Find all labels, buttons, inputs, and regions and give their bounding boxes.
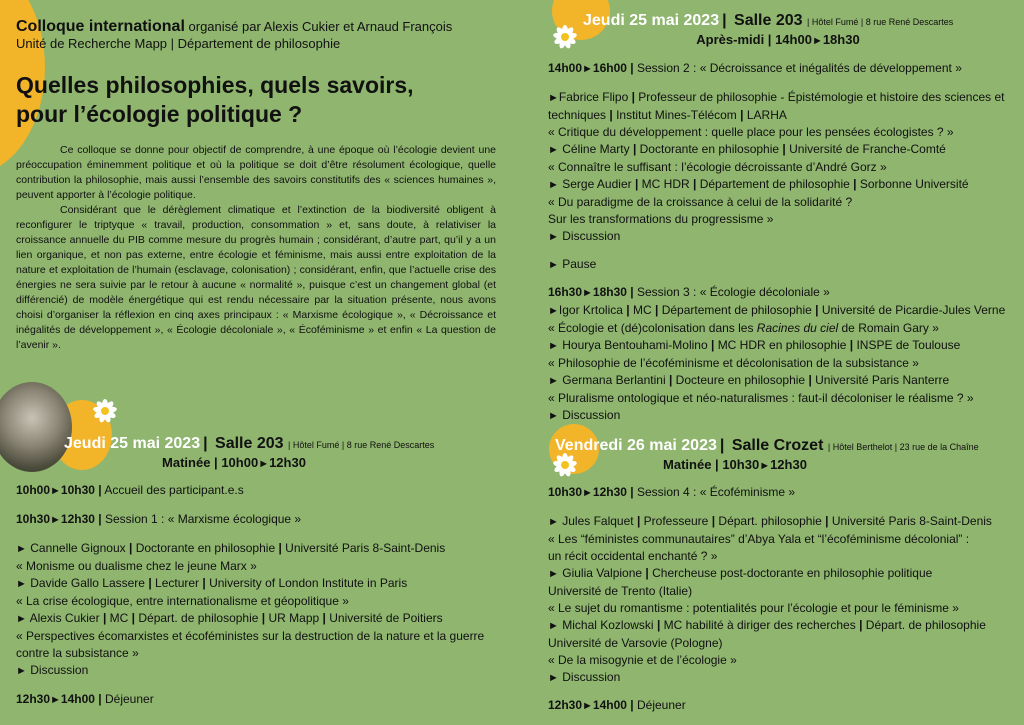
day1-afternoon-subheader: Après-midi | 14h00►18h30 <box>696 32 860 47</box>
talk-title: « Du paradigme de la croissance à celui de la solidarité ? <box>548 195 853 209</box>
talk-title: « Monisme ou dualisme chez le jeune Marx » <box>16 559 257 573</box>
speaker-row: ► Davide Gallo Lassere | Lecturer | University of London Institute in Paris <box>16 576 408 590</box>
header-line <box>16 18 496 35</box>
talk-title: « Critique du développement : quelle place pour les pensées écologistes ? » <box>548 125 954 139</box>
session3-row: 16h30►18h30 | Session 3 : « Écologie décoloniale » <box>548 285 830 299</box>
day1-afternoon-header: Jeudi 25 mai 2023 | Salle 203 | Hôtel Fumé | 8 rue René Descartes Après-midi | 14h00►18h30 <box>583 12 1013 47</box>
left-program <box>16 482 486 709</box>
speaker-institution: Université de Varsovie (Pologne) <box>548 636 723 650</box>
day1-address: 8 rue René Descartes <box>865 17 954 27</box>
sub-time-end: 18h30 <box>822 32 860 47</box>
right-program-day2 <box>548 484 1010 715</box>
day1-place: Hôtel Fumé <box>811 17 859 27</box>
intro-paragraph-2: Considérant que le dérèglement climatique et l’extinction de la biodiversité obligent à reconfigurer le triptyque « travail, production, consommation » et, sans doute, à relativiser la croissance annuelle du PIB comme mesure du progrès humain ; considérant, d’autre part, qu’il y a un lien organique, et non pas externe, entre écologie et féminisme, mais aussi entre exploitation de la nature et exploitation de l’humain (esclavage, colonisation) ; considérant, enfin, que l’actuelle crise des énergies ne sera suivie par le retour à aucune « normalité », puisque c’est un changement global (et différencié) de modèle énergétique qui est rendu nécessaire par la situation présente, nous avons choisi d’organiser la réflexion en cinq axes principaux : « Marxisme écologique », « Décroissance et inégalités de développement », « Écologie décoloniale », « Écoféminisme » et enfin « La question de l’avenir ». <box>16 204 496 351</box>
conference-title: Colloque international <box>16 18 185 35</box>
day2-room: Salle Crozet <box>731 437 824 454</box>
day1-date: Jeudi 25 mai 2023 <box>583 12 720 29</box>
talk-title: « La crise écologique, entre internationalisme et géopolitique » <box>16 594 349 608</box>
sub-time-start: 10h30 <box>722 457 760 472</box>
lunch-row: 12h30►14h00 | Déjeuner <box>548 698 686 712</box>
sub-label: Matinée <box>162 455 211 470</box>
daisy-icon <box>92 398 118 424</box>
sub-label: Après-midi <box>696 32 765 47</box>
speaker-institution: Université de Trento (Italie) <box>548 584 693 598</box>
speaker-row: ► Germana Berlantini | Docteure en philosophie | Université Paris Nanterre <box>548 373 950 387</box>
talk-title: un récit occidental enchanté ? » <box>548 549 718 563</box>
page-title-line-1: Quelles philosophies, quels savoirs, <box>16 72 414 98</box>
day2-place: Hôtel Berthelot <box>832 442 893 452</box>
conference-organizers: organisé par Alexis Cukier et Arnaud François <box>188 19 453 34</box>
accueil-row: 10h00►10h30 | Accueil des participant.e.s <box>16 483 244 497</box>
speaker-row: ► Michal Kozlowski | MC habilité à diriger des recherches | Départ. de philosophie <box>548 618 986 632</box>
day2-date: Vendredi 26 mai 2023 <box>555 437 717 454</box>
talk-title: « Les “féministes communautaires” d’Abya Yala et “l’écoféminisme décolonial” : <box>548 532 970 546</box>
session1-row: 10h30►12h30 | Session 1 : « Marxisme écologique » <box>16 512 302 526</box>
session4-row: 10h30►12h30 | Session 4 : « Écoféminisme » <box>548 485 796 499</box>
day2-morning-subheader: Matinée | 10h30►12h30 <box>663 457 807 472</box>
pause-row: ► Pause <box>548 257 597 271</box>
day1-morning-subheader: Matinée | 10h00►12h30 <box>162 455 306 470</box>
speaker-row: ►Fabrice Flipo | Professeur de philosophie - Épistémologie et histoire des sciences et techniques | Institut Mines-Télécom | LARHA <box>548 90 1005 122</box>
day2-address: 23 rue de la Chaîne <box>899 442 979 452</box>
discussion-row: ► Discussion <box>548 229 621 243</box>
intro-paragraph-1: Ce colloque se donne pour objectif de comprendre, à une époque où l’écologie devient une préoccupation éminemment politique et où la politique se doit d’être résolument écologique, quelle contribution la philosophie, mais aussi l’ensemble des savoirs constitutifs des « sciences humaines », peuvent apporter à l’écologie politique. <box>16 144 496 201</box>
speaker-row: ► Giulia Valpione | Chercheuse post-doctorante en philosophie politique <box>548 566 933 580</box>
lunch-row: 12h30►14h00 | Déjeuner <box>16 692 154 706</box>
session2-row: 14h00►16h00 | Session 2 : « Décroissance et inégalités de développement » <box>548 61 962 75</box>
talk-title: « De la misogynie et de l’écologie » <box>548 653 737 667</box>
day1-morning-header: Jeudi 25 mai 2023 | Salle 203 | Hôtel Fumé | 8 rue René Descartes Matinée | 10h00►12h30 <box>64 435 435 470</box>
sub-time-start: 10h00 <box>221 455 259 470</box>
daisy-icon <box>552 24 578 50</box>
day1-date: Jeudi 25 mai 2023 <box>64 435 201 452</box>
day2-morning-header: Vendredi 26 mai 2023 | Salle Crozet | Hôtel Berthelot | 23 rue de la Chaîne Matinée | 10h30►12h30 <box>555 437 979 472</box>
day1-room: Salle 203 <box>215 435 284 452</box>
talk-title: « Écologie et (dé)colonisation dans les Racines du ciel de Romain Gary » <box>548 321 939 335</box>
talk-title: « Pluralisme ontologique et néo-naturalismes : faut-il décoloniser le réalisme ? » <box>548 391 974 405</box>
speaker-row: ► Alexis Cukier | MC | Départ. de philosophie | UR Mapp | Université de Poitiers <box>16 611 443 625</box>
discussion-row: ► Discussion <box>16 663 89 677</box>
left-column <box>16 18 496 353</box>
speaker-row: ► Cannelle Gignoux | Doctorante en philosophie | Université Paris 8-Saint-Denis <box>16 541 446 555</box>
talk-title: « Perspectives écomarxistes et écoféministes sur la destruction de la nature et la guerre contre la subsistance » <box>16 629 485 660</box>
speaker-row: ► Céline Marty | Doctorante en philosophie | Université de Franche-Comté <box>548 142 946 156</box>
sub-time-end: 12h30 <box>770 457 807 472</box>
day1-address: 8 rue René Descartes <box>346 440 435 450</box>
sub-label: Matinée <box>663 457 712 472</box>
speaker-row: ► Hourya Bentouhami-Molino | MC HDR en philosophie | INSPE de Toulouse <box>548 338 961 352</box>
speaker-row: ► Serge Audier | MC HDR | Département de philosophie | Sorbonne Université <box>548 177 969 191</box>
conference-unit: Unité de Recherche Mapp | Département de philosophie <box>16 36 341 51</box>
right-program-day1 <box>548 60 1010 425</box>
talk-title: Sur les transformations du progressisme » <box>548 212 774 226</box>
speaker-row: ► Jules Falquet | Professeure | Départ. philosophie | Université Paris 8-Saint-Denis <box>548 514 992 528</box>
sub-time-end: 12h30 <box>269 455 306 470</box>
sub-time-start: 14h00 <box>775 32 812 47</box>
discussion-row: ► Discussion <box>548 408 621 422</box>
page-title-line-2: pour l’écologie politique ? <box>16 101 303 127</box>
talk-title: « Philosophie de l’écoféminisme et décolonisation de la subsistance » <box>548 356 919 370</box>
talk-title: « Le sujet du romantisme : potentialités pour l’écologie et pour le féminisme » <box>548 601 959 615</box>
day1-room: Salle 203 <box>734 12 803 29</box>
talk-title: « Connaître le suffisant : l’écologie décroissante d’André Gorz » <box>548 160 887 174</box>
day1-place: Hôtel Fumé <box>292 440 340 450</box>
speaker-row: ►Igor Krtolica | MC | Département de philosophie | Université de Picardie-Jules Verne <box>548 303 1006 317</box>
page-title <box>16 71 496 129</box>
discussion-row: ► Discussion <box>548 670 621 684</box>
